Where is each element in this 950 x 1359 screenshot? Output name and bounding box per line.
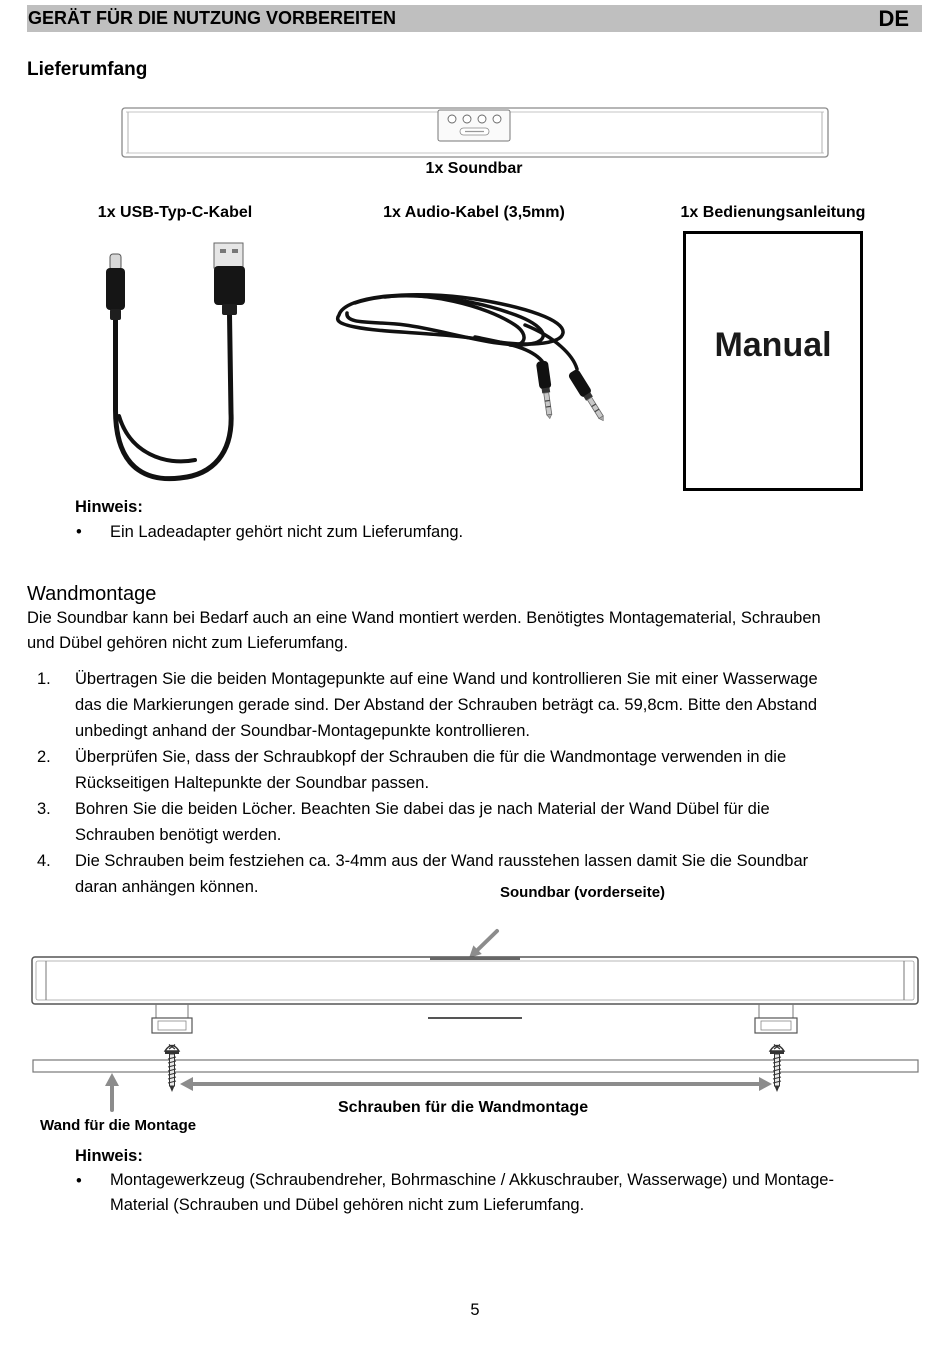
soundbar-caption: 1x Soundbar (425, 160, 523, 177)
step-text-line: daran anhängen können. (75, 878, 259, 896)
bullet-icon (76, 1168, 82, 1194)
step-text-line: das die Markierungen gerade sind. Der Abstand der Schrauben beträgt ca. 59,8cm. Bitte den Abstand (75, 696, 818, 714)
usb-c-connector-icon (106, 254, 125, 320)
mounting-point-left (152, 1004, 192, 1033)
jack-plug-icon (567, 368, 608, 424)
wall-label: Wand für die Montage (40, 1117, 197, 1134)
usb-a-connector-icon (214, 243, 245, 315)
audio-cable-caption: 1x Audio-Kabel (3,5mm) (383, 204, 565, 221)
step-number: 4. (37, 852, 51, 870)
mounting-point-right (755, 1004, 797, 1033)
control-panel (438, 110, 510, 141)
soundbar-front-view (32, 957, 918, 1018)
manual-caption: 1x Bedienungsanleitung (680, 204, 866, 221)
front-pointer-arrow-icon (469, 931, 497, 958)
screws-label: Schrauben für die Wandmontage (338, 1099, 589, 1116)
soundbar-front-label: Soundbar (vorderseite) (500, 884, 666, 901)
note-heading: Hinweis: (75, 498, 143, 516)
intro-line: Die Soundbar kann bei Bedarf auch an eine Wand montiert werden. Benötigtes Montagematerial, Schrauben (27, 609, 821, 627)
volume-down-button-icon (478, 115, 486, 123)
mode-button-icon (463, 115, 471, 123)
power-button-icon (448, 115, 456, 123)
screw-distance-arrow-icon (180, 1077, 772, 1091)
note-bullet-text: Montagewerkzeug (Schraubendreher, Bohrmaschine / Akkuschrauber, Wasserwage) und Montage- (110, 1171, 834, 1189)
step-text-line: Schrauben benötigt werden. (75, 826, 282, 844)
soundbar-illustration (120, 104, 832, 162)
manual-cover-title: Manual (714, 326, 832, 364)
step-text-line: Die Schrauben beim festziehen ca. 3-4mm aus der Wand rausstehen lassen damit Sie die Soundbar (75, 852, 809, 870)
wall-pointer-arrow-icon (105, 1073, 119, 1110)
bullet-icon (76, 519, 82, 545)
step-text-line: Rückseitigen Haltepunkte der Soundbar passen. (75, 774, 430, 792)
note-heading: Hinweis: (75, 1147, 143, 1165)
language-code: DE (878, 6, 909, 31)
wall-mount-diagram (0, 920, 950, 1120)
manual-booklet-illustration (683, 231, 863, 491)
note-bullet-text: Material (Schrauben und Dübel gehören nicht zum Lieferumfang. (110, 1196, 585, 1214)
usb-cable-caption: 1x USB-Typ-C-Kabel (97, 204, 253, 221)
section-title: GERÄT FÜR DIE NUTZUNG VORBEREITEN (28, 8, 397, 28)
wall-mounting-heading: Wandmontage (27, 583, 157, 605)
wall (33, 1060, 918, 1072)
intro-line: und Dübel gehören nicht zum Lieferumfang. (27, 634, 349, 652)
header-bar (27, 5, 922, 32)
step-number: 1. (37, 670, 51, 688)
step-number: 3. (37, 800, 51, 818)
step-text-line: Überprüfen Sie, dass der Schraubkopf der Schrauben die für die Wandmontage verwenden in die (75, 748, 787, 766)
note-bullet-text: Ein Ladeadapter gehört nicht zum Lieferumfang. (110, 523, 464, 541)
usb-c-cable-illustration (95, 238, 255, 483)
jack-plug-icon (536, 360, 556, 419)
page-number: 5 (470, 1301, 480, 1319)
step-text-line: unbedingt anhand der Soundbar-Montagepunkte kontrollieren. (75, 722, 530, 740)
step-text-line: Bohren Sie die beiden Löcher. Beachten Sie dabei das je nach Material der Wand Dübel für die (75, 800, 770, 818)
delivery-scope-heading: Lieferumfang (27, 59, 148, 80)
audio-cable-illustration (325, 285, 625, 430)
volume-up-button-icon (493, 115, 501, 123)
step-text-line: Übertragen Sie die beiden Montagepunkte auf eine Wand und kontrollieren Sie mit einer Wasserwage (75, 670, 818, 688)
step-number: 2. (37, 748, 51, 766)
